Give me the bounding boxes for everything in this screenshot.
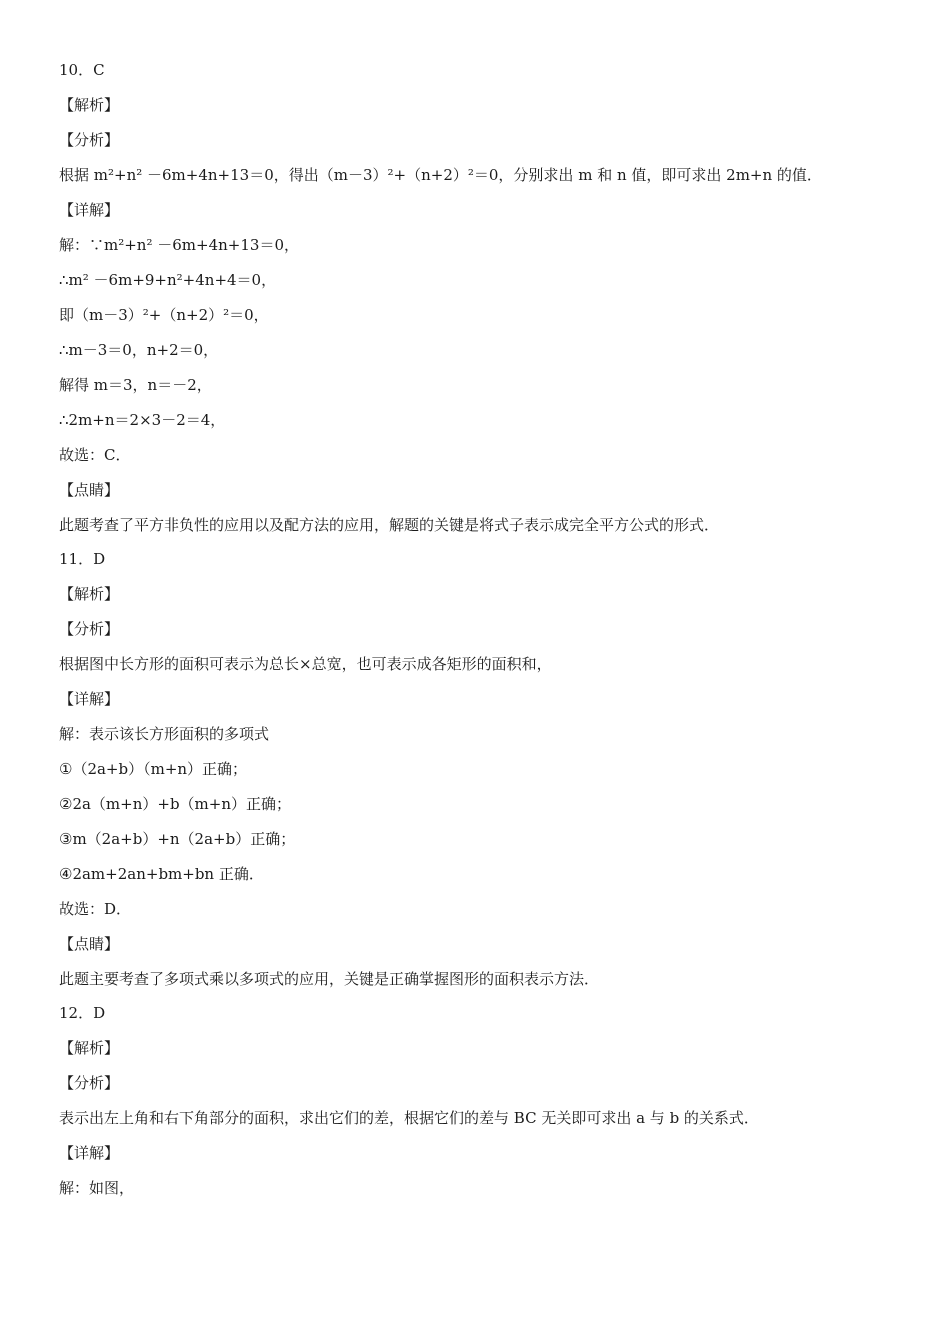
solution-step: ∴m－3＝0，n+2＝0，: [59, 341, 219, 359]
answer-11-heading: 11．D: [59, 550, 106, 568]
comment-text: 此题主要考查了多项式乘以多项式的应用，关键是正确掌握图形的面积表示方法．: [59, 970, 600, 988]
solution-step: ∴m² －6m+9+n²+4n+4＝0，: [59, 271, 277, 289]
solution-step: ④2am+2an+bm+bn 正确．: [59, 865, 264, 883]
answer-choice: 故选：C．: [59, 446, 131, 464]
section-label: 【解析】: [59, 1039, 120, 1057]
solution-step: ③m（2a+b）+n（2a+b）正确；: [59, 830, 296, 848]
solution-step: 解：表示该长方形面积的多项式: [59, 725, 270, 743]
section-label: 【详解】: [59, 1144, 120, 1162]
solution-step: ①（2a+b）（m+n）正确；: [59, 760, 248, 778]
answer-choice: 故选：D．: [59, 900, 132, 918]
analysis-text: 根据 m²+n² －6m+4n+13＝0，得出（m－3）²+（n+2）²＝0，分别求出 m 和 n 值，即可求出 2m+n 的值．: [59, 166, 822, 184]
section-label: 【解析】: [59, 96, 120, 114]
comment-text: 此题考查了平方非负性的应用以及配方法的应用，解题的关键是将式子表示成完全平方公式的形式．: [59, 516, 720, 534]
section-label: 【详解】: [59, 201, 120, 219]
analysis-text: 根据图中长方形的面积可表示为总长×总宽，也可表示成各矩形的面积和，: [59, 655, 552, 673]
solution-step: 解：∵m²+n² －6m+4n+13＝0，: [59, 236, 299, 254]
analysis-text: 表示出左上角和右下角部分的面积，求出它们的差，根据它们的差与 BC 无关即可求出 a 与 b 的关系式．: [59, 1109, 759, 1127]
answer-12-heading: 12．D: [59, 1004, 106, 1022]
section-label: 【点睛】: [59, 935, 120, 953]
section-label: 【分析】: [59, 1074, 120, 1092]
section-label: 【分析】: [59, 620, 120, 638]
solution-step: 解：如图，: [59, 1179, 135, 1197]
solution-step: 解得 m＝3，n＝－2，: [59, 376, 212, 394]
section-label: 【点睛】: [59, 481, 120, 499]
solution-step: ②2a（m+n）+b（m+n）正确；: [59, 795, 292, 813]
solution-step: ∴2m+n＝2×3－2＝4，: [59, 411, 226, 429]
section-label: 【详解】: [59, 690, 120, 708]
section-label: 【分析】: [59, 131, 120, 149]
answer-10-heading: 10．C: [59, 61, 105, 79]
section-label: 【解析】: [59, 585, 120, 603]
solution-step: 即（m－3）²+（n+2）²＝0，: [59, 306, 269, 324]
